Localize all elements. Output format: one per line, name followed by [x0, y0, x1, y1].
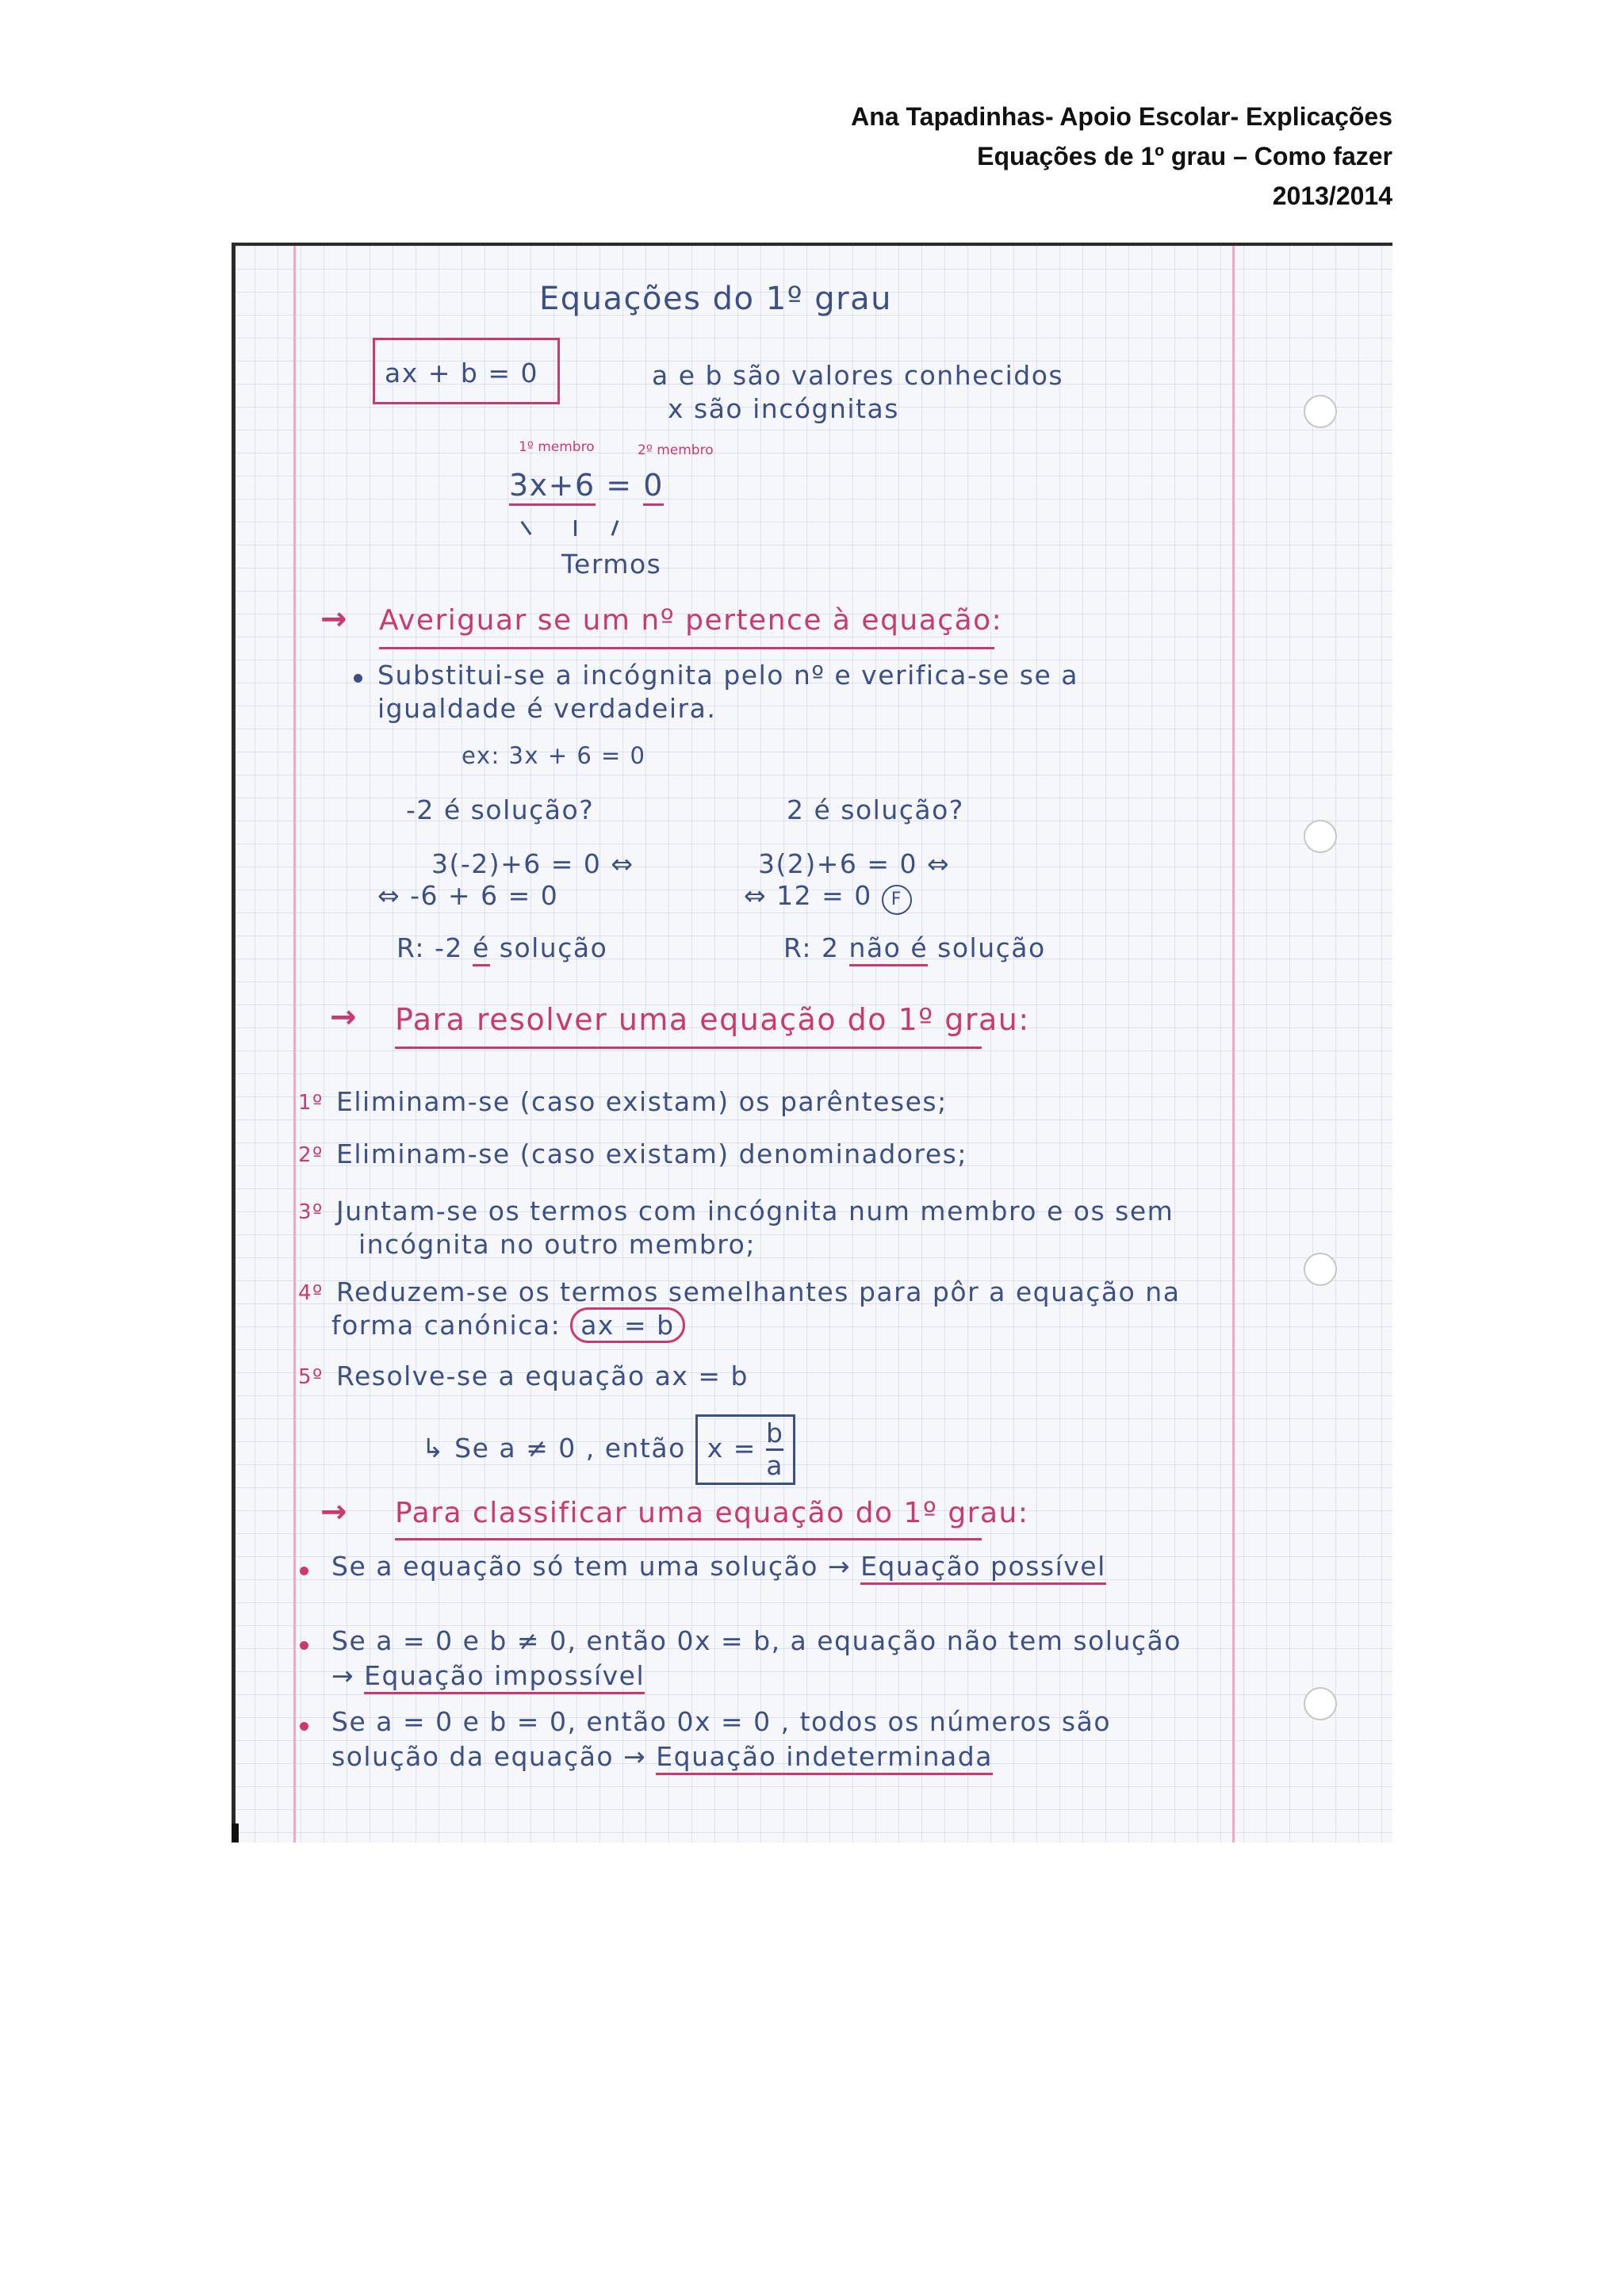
answer-left-post: solução [499, 932, 608, 963]
answer-left-emphasis: é [473, 932, 490, 966]
substitution-right-2-text: ⇔ 12 = 0 [744, 880, 872, 911]
section3-colon: : [1017, 1497, 1029, 1529]
step4-text-line2 [331, 1310, 685, 1341]
fraction-denominator: a [766, 1450, 784, 1481]
step5-condition-text: ↳ Se a ≠ 0 , então [422, 1433, 686, 1464]
question-two: 2 é solução? [787, 794, 964, 825]
section1-bullet-line2: igualdade é verdadeira. [377, 693, 717, 724]
answer-right [783, 932, 1046, 963]
term-zero: 0 [643, 468, 664, 506]
step5-text: Resolve-se a equação ax = b [336, 1360, 749, 1391]
equals-sign: = [606, 468, 633, 503]
section3-underline [395, 1538, 982, 1540]
classification-3-text: solução da equação → [331, 1741, 647, 1772]
classification-2-line1: Se a = 0 e b ≠ 0, então 0x = b, a equação não tem solução [331, 1625, 1182, 1656]
term-pointer-2 [574, 520, 576, 536]
bullet-dot [354, 674, 362, 683]
classification-2-line2 [331, 1660, 645, 1691]
section1-arrow-icon: → [320, 601, 347, 637]
section1-heading [379, 604, 1002, 637]
document-header [851, 97, 1392, 216]
header-year: 2013/2014 [1272, 182, 1392, 210]
indeterminate-equation-label: Equação indeterminada [656, 1741, 993, 1775]
section2-heading-text: Para resolver uma equação do 1º grau [395, 1002, 1019, 1037]
section2-colon: : [1018, 1002, 1030, 1037]
binder-hole-1 [1304, 395, 1337, 428]
step1-text: Eliminam-se (caso existam) os parênteses; [336, 1086, 948, 1117]
step4-canonical-label: forma canónica: [331, 1310, 561, 1341]
definition-line-2: x são incógnitas [668, 393, 899, 424]
bullet-dot [300, 1722, 308, 1731]
notebook-page [232, 243, 1392, 1843]
classification-1-text: Se a equação só tem uma solução → [331, 1551, 852, 1582]
example-label: ex: 3x + 6 = 0 [462, 742, 646, 769]
substitution-left-1: 3(-2)+6 = 0 ⇔ [431, 848, 634, 879]
step3-text-line1: Juntam-se os termos com incógnita num membro e os sem [336, 1196, 1174, 1226]
section3-heading [395, 1497, 1029, 1529]
answer-left-pre: R: -2 [396, 932, 463, 963]
general-form-box: ax + b = 0 [373, 338, 560, 404]
term-pointer-1 [521, 521, 532, 535]
substitution-right-1: 3(2)+6 = 0 ⇔ [758, 848, 951, 879]
left-margin-line [293, 246, 296, 1843]
page-edge [232, 246, 236, 1843]
classification-3-line1: Se a = 0 e b = 0, então 0x = 0 , todos os números são [331, 1706, 1112, 1737]
section1-bullet-line1: Substitui-se a incógnita pelo nº e verifica-se se a [377, 660, 1079, 691]
canonical-form: ax = b [570, 1307, 684, 1343]
definition-line-1: a e b são valores conhecidos [652, 360, 1064, 391]
step3-text-line2: incógnita no outro membro; [358, 1229, 756, 1260]
answer-right-post: solução [937, 932, 1046, 963]
term-pointer-3 [611, 520, 619, 536]
second-member-label: 2º membro [638, 442, 714, 458]
impossible-equation-label: Equação impossível [364, 1660, 645, 1694]
possible-equation-label: Equação possível [860, 1551, 1106, 1585]
section2-heading [395, 1002, 1030, 1037]
classification-1 [331, 1551, 1106, 1582]
answer-right-pre: R: 2 [783, 932, 840, 963]
first-member-label: 1º membro [519, 439, 595, 455]
substitution-right-2 [744, 880, 912, 915]
step5-condition [422, 1414, 795, 1485]
solution-formula-box [695, 1414, 796, 1485]
step5-number: 5º [298, 1365, 324, 1389]
bullet-dot [300, 1641, 308, 1650]
section3-arrow-icon: → [320, 1494, 347, 1530]
bullet-dot [300, 1567, 308, 1575]
section1-colon: : [991, 604, 1003, 637]
terms-label: Termos [561, 549, 662, 580]
example-equation [509, 468, 664, 503]
binder-hole-3 [1304, 1253, 1337, 1286]
section1-underline [379, 647, 994, 649]
substitution-left-2: ⇔ -6 + 6 = 0 [377, 880, 559, 911]
binder-hole-2 [1304, 820, 1337, 853]
notes-title: Equações do 1º grau [539, 281, 892, 317]
solution-lhs: x = [707, 1433, 756, 1464]
fraction-numerator: b [766, 1418, 783, 1451]
section3-heading-text: Para classificar uma equação do 1º grau [395, 1497, 1018, 1529]
right-margin-line [1232, 246, 1235, 1843]
section1-heading-text: Averiguar se um nº pertence à equação [379, 604, 992, 637]
step4-text-line1: Reduzem-se os termos semelhantes para pôr a equação na [336, 1276, 1181, 1307]
header-topic: Equações de 1º grau – Como fazer [977, 142, 1392, 170]
header-author: Ana Tapadinhas- Apoio Escolar- Explicações [851, 102, 1392, 131]
step1-number: 1º [298, 1091, 324, 1115]
arrow-icon: → [331, 1660, 355, 1691]
term-plus6: +6 [549, 468, 596, 506]
false-mark: F [882, 885, 912, 915]
classification-3-line2 [331, 1741, 993, 1772]
step2-text: Eliminam-se (caso existam) denominadores; [336, 1138, 967, 1169]
question-minus-two: -2 é solução? [406, 794, 595, 825]
step4-number: 4º [298, 1281, 324, 1305]
solution-fraction [766, 1418, 783, 1481]
page-corner [232, 1823, 239, 1843]
term-3x: 3x [509, 468, 549, 506]
section2-underline [395, 1047, 982, 1049]
step3-number: 3º [298, 1200, 324, 1224]
binder-hole-4 [1304, 1687, 1337, 1720]
step2-number: 2º [298, 1143, 324, 1167]
answer-right-emphasis: não é [849, 932, 929, 966]
answer-left [396, 932, 607, 963]
section2-arrow-icon: → [330, 999, 357, 1035]
